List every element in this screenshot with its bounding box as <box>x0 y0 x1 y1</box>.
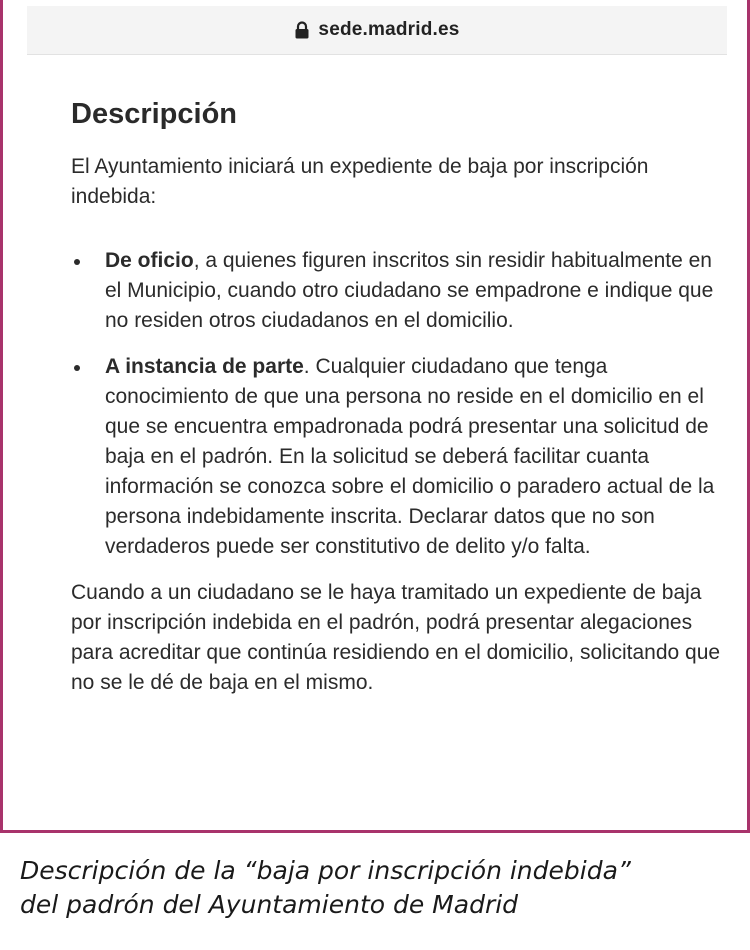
closing-paragraph: Cuando a un ciudadano se le haya tramitado un expediente de baja por inscripción indebida en el padrón, podrá presentar alegaciones para acreditar que continúa residiendo en el domicilio, solicitando que no se le dé de baja en el mismo. <box>71 581 721 694</box>
intro-paragraph: El Ayuntamiento iniciará un expediente de baja por inscripción indebida: <box>71 155 649 208</box>
caption-line-1: Descripción de la “baja por inscripción indebida” <box>20 856 631 885</box>
article-content <box>71 92 726 698</box>
lock-icon <box>294 21 310 39</box>
bullet-dot-icon <box>74 259 80 265</box>
bullet-list <box>71 246 726 562</box>
caption-line-2: del padrón del Ayuntamiento de Madrid <box>20 890 519 919</box>
bullet-dot-icon <box>74 365 80 371</box>
bullet-text-instancia-de-parte: . Cualquier ciudadano que tenga conocimiento de que una persona no reside en el domicilio en el que se encuentra empadronada podrá presentar una solicitud de baja en el padrón. En la solicitud se deberá facilitar cuanta información se conozca sobre el domicilio o paradero actual de la persona indebidamente inscrita. Declarar datos que no son verdaderos puede ser constitutivo de delito y/o falta. <box>105 355 715 558</box>
list-item <box>71 246 726 336</box>
bullet-term-de-oficio: De oficio <box>105 249 194 272</box>
bullet-term-instancia-de-parte: A instancia de parte <box>105 355 304 378</box>
address-bar[interactable] <box>27 6 727 55</box>
bullet-text-de-oficio: , a quienes figuren inscritos sin residir habitualmente en el Municipio, cuando otro ciudadano se empadrone e indique que no residen otros ciudadanos en el domicilio. <box>105 249 714 332</box>
figure-caption <box>20 854 740 922</box>
list-item <box>71 352 726 562</box>
page-title: Descripción <box>71 98 237 130</box>
url-text: sede.madrid.es <box>318 19 460 40</box>
